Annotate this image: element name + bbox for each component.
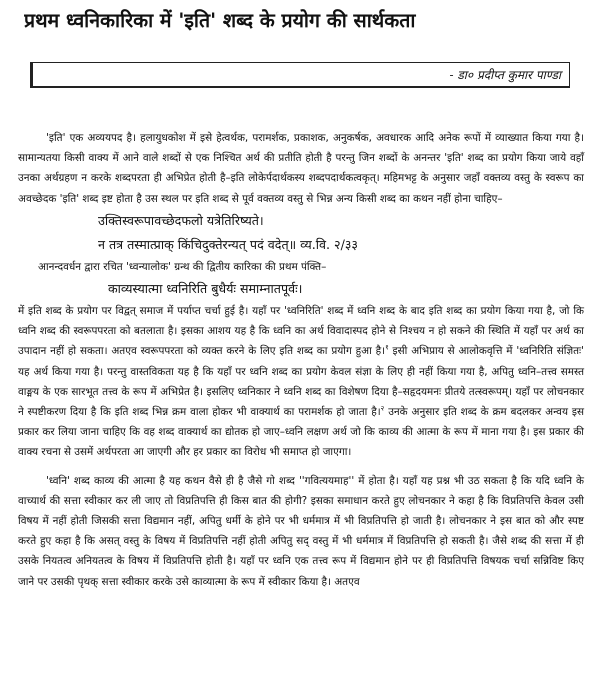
author-name: - डा० प्रदीप्त कुमार पाण्डा [449, 68, 561, 82]
article-body [18, 128, 584, 592]
paragraph-1: 'इति' एक अव्ययपद है। हलायुधकोश में इसे हेत्वर्थक, परामर्शक, प्रकाशक, अनुकर्षक, अवधारक आदि अनेक रूपों में व्याख्यात किया गया है। सामान्यतया किसी वाक्य में आने वाले शब्दों से एक निश्चित अर्थ की प्रतीति होती है परन्तु जिन शब्दों के अनन्तर 'इति' शब्द का प्रयोग किया जाये वहाँ उनका अर्थग्रहण न करके शब्दपरता ही अभिप्रेत होती है–इति लोकेर्पदार्थकस्य शब्दपदार्थकत्वकृत्। महिमभट्ट के अनुसार जहाँ वक्तव्य वस्तु के स्वरूप का अवच्छेदक 'इति' शब्द इष्ट होता है उस स्थल पर इति शब्द से पूर्व वक्तव्य वस्तु से भिन्न अन्य किसी शब्द का कथन नहीं होना चाहिए– [18, 132, 584, 205]
paragraph-2-part-c: उनके अनुसार इति शब्द के क्रम बदलकर अन्वय इस प्रकार कर लिया जाना चाहिए कि वह शब्द वाक्यार्थ का द्योतक हो जाए–ध्वनि लक्षण अर्थ जो कि काव्य की आत्मा के रूप में माना गया है। इस प्रकार की वाक्य रचना से उसमें अर्थपरता आ जाएगी और हर प्रकार का विरोध भी समाप्त हो जाएगा। [18, 406, 584, 459]
verse-line-2: न तत्र तस्मात्प्राक् किंचिदुक्तेरन्यत् पदं वदेत्॥ व्य.वि. २/३३ [98, 236, 358, 252]
karika-intro: आनन्दवर्धन द्वारा रचित 'ध्वन्यालोक' ग्रन्थ की द्वितीय कारिका की प्रथम पंक्ति– [38, 260, 327, 273]
paragraph-2-part-b: इसी अभिप्राय से आलोकवृत्ति में 'ध्वनिरिति संज्ञितः' यह अर्थ किया गया है। परन्तु वास्तविकता यह है कि यहाँ पर ध्वनि शब्द का प्रयोग केवल संज्ञा के लिए ही नहीं किया गया है, अपितु ध्वनि–तत्त्व समस्त वाङ्मय के एक सारभूत तत्त्व के रूप में अभिप्रेत है। इसलिए ध्वनिकार ने ध्वनि शब्द का विशेषण दिया है–सहृदयमनः प्रीतये तत्स्वरूपम्। यहाँ पर लोचनकार ने स्पष्टीकरण दिया है कि इति शब्द भिन्न क्रम वाला होकर भी वाक्यार्थ का परामर्शक हो जाता है। [18, 345, 584, 419]
paragraph-2 [18, 301, 584, 463]
paragraph-3: 'ध्वनि' शब्द काव्य की आत्मा है यह कथन वैसे ही है जैसे गो शब्द ''गवित्ययमाह'' में होता है। यहाँ यह प्रश्न भी उठ सकता है कि यदि ध्वनि के वाच्यार्थ की सत्ता स्वीकार कर ली जाए तो विप्रतिपत्ति ही किस बात की होगी? इसका समाधान करते हुए लोचनकार ने कहा है कि विप्रतिपत्ति केवल उसी विषय में नहीं होती जिसकी सत्ता विद्यमान नहीं, अपितु धर्मी के होने पर भी धर्ममात्र में भी विप्रतिपत्ति हो जाती है। लोचनकार ने इस बात को और स्पष्ट करते हुए कहा है कि असत् वस्तु के विषय में विप्रतिपत्ति नहीं होती अपितु सद् वस्तु में भी धर्ममात्र में विप्रतिपत्ति हो सकती है। जैसे शब्द की सत्ता में ही उसके नियतत्व अनियतत्व के विषय में विप्रतिपत्ति होती है। यहाँ पर ध्वनि एक तत्त्व रूप में विद्यमान होने पर ही विप्रतिपत्ति विषयक चर्चा सन्निविष्ट किए जाने पर उसकी पृथक् सत्ता स्वीकार करके उसे काव्यात्मा के रूप में स्वीकार किया है। अतएव [18, 474, 584, 588]
paragraph-2-part-a: में इति शब्द के प्रयोग पर विद्वत् समाज में पर्याप्त चर्चा हुई है। यहाँ पर 'ध्वनिरिति' शब्द में ध्वनि शब्द के बाद इति शब्द का प्रयोग किया गया है, जो कि ध्वनि शब्द की स्वरूपपरता को बतलाता है। इसका आशय यह है कि ध्वनि का अर्थ विवादास्पद होने से निश्चय न हो सकने की स्थिति में यहाँ पर अर्थ का उपादान नहीं हो सकता। अतएव स्वरूपपरता को व्यक्त करने के लिए इति शब्द का प्रयोग हुआ है। [18, 305, 584, 358]
page-title: प्रथम ध्वनिकारिका में 'इति' शब्द के प्रयोग की सार्थकता [24, 9, 416, 32]
author-box [30, 62, 570, 88]
karika-verse: काव्यस्यात्मा ध्वनिरिति बुधैर्यः समाम्नातपूर्वः। [108, 281, 303, 297]
footnote-ref-2: २ [380, 404, 385, 413]
verse-line-1: उक्तिस्वरूपावच्छेदफलो यत्रेतिरिष्यते। [98, 212, 264, 228]
footnote-ref-1: १ [385, 343, 389, 352]
